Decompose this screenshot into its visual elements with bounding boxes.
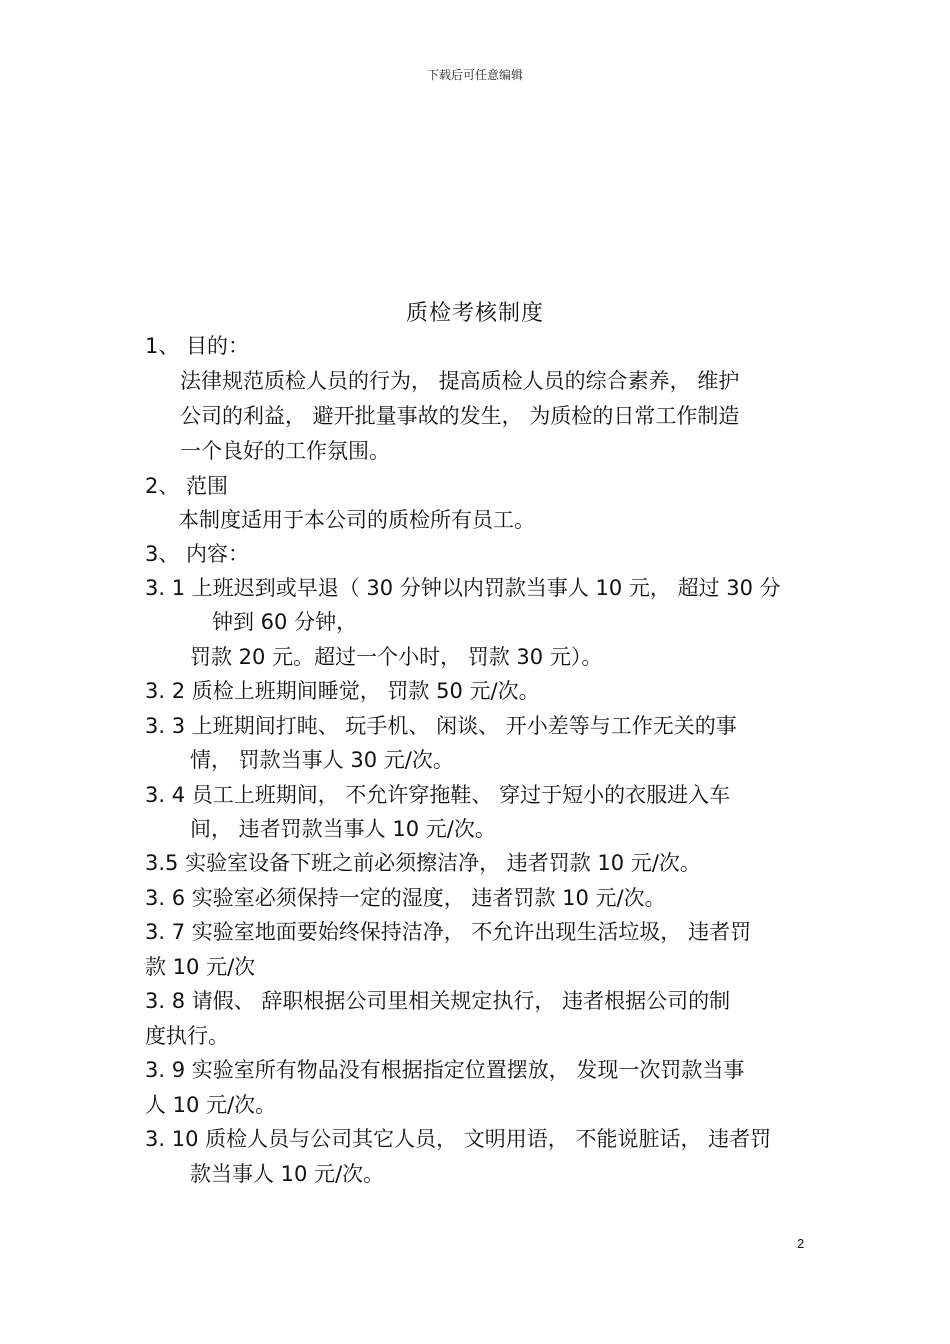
- item-3-4-line-1: 3. 4 员工上班期间， 不允许穿拖鞋、 穿过于短小的衣服进入车: [145, 783, 731, 807]
- item-3-1-line-2: 钟到 60 分钟，: [212, 610, 358, 634]
- section-1-heading: 1、 目的：: [145, 334, 250, 358]
- item-3-7-line-2: 款 10 元/次: [145, 955, 256, 979]
- item-3-1-line-1: 3. 1 上班迟到或早退（ 30 分钟以内罚款当事人 10 元， 超过 30 分: [145, 576, 781, 600]
- item-3-8-line-1: 3. 8 请假、 辞职根据公司里相关规定执行， 违者根据公司的制: [145, 989, 731, 1013]
- page-number: 2: [797, 1236, 805, 1251]
- item-3-9-line-1: 3. 9 实验室所有物品没有根据指定位置摆放， 发现一次罚款当事: [145, 1058, 745, 1082]
- item-3-3-line-2: 情， 罚款当事人 30 元/次。: [190, 748, 454, 772]
- section-2-text: 本制度适用于本公司的质检所有员工。: [178, 508, 535, 532]
- header-note: 下载后可任意编辑: [426, 68, 523, 82]
- item-3-7-line-1: 3. 7 实验室地面要始终保持洁净， 不允许出现生活垃圾， 违者罚: [145, 920, 752, 944]
- item-3-3-line-1: 3. 3 上班期间打盹、 玩手机、 闲谈、 开小差等与工作无关的事: [145, 714, 737, 738]
- item-3-5: 3.5 实验室设备下班之前必须擦洁净， 违者罚款 10 元/次。: [145, 851, 701, 875]
- item-3-9-line-2: 人 10 元/次。: [145, 1093, 277, 1117]
- section-3-heading: 3、 内容：: [145, 542, 250, 566]
- section-1-text-line-3: 一个良好的工作氛围。: [180, 439, 390, 463]
- document-title: 质检考核制度: [405, 301, 544, 326]
- item-3-8-line-2: 度执行。: [145, 1024, 229, 1048]
- item-3-2: 3. 2 质检上班期间睡觉， 罚款 50 元/次。: [145, 679, 540, 703]
- item-3-6: 3. 6 实验室必须保持一定的湿度， 违者罚款 10 元/次。: [145, 886, 666, 910]
- section-2-heading: 2、 范围: [145, 474, 229, 498]
- section-1-text-line-1: 法律规范质检人员的行为， 提高质检人员的综合素养， 维护: [180, 369, 740, 393]
- item-3-1-line-3: 罚款 20 元。超过一个小时， 罚款 30 元）。: [190, 645, 603, 669]
- section-1-text-line-2: 公司的利益， 避开批量事故的发生， 为质检的日常工作制造: [180, 404, 740, 428]
- item-3-10-line-1: 3. 10 质检人员与公司其它人员， 文明用语， 不能说脏话， 违者罚: [145, 1127, 772, 1151]
- item-3-4-line-2: 间， 违者罚款当事人 10 元/次。: [190, 817, 496, 841]
- item-3-10-line-2: 款当事人 10 元/次。: [190, 1162, 385, 1186]
